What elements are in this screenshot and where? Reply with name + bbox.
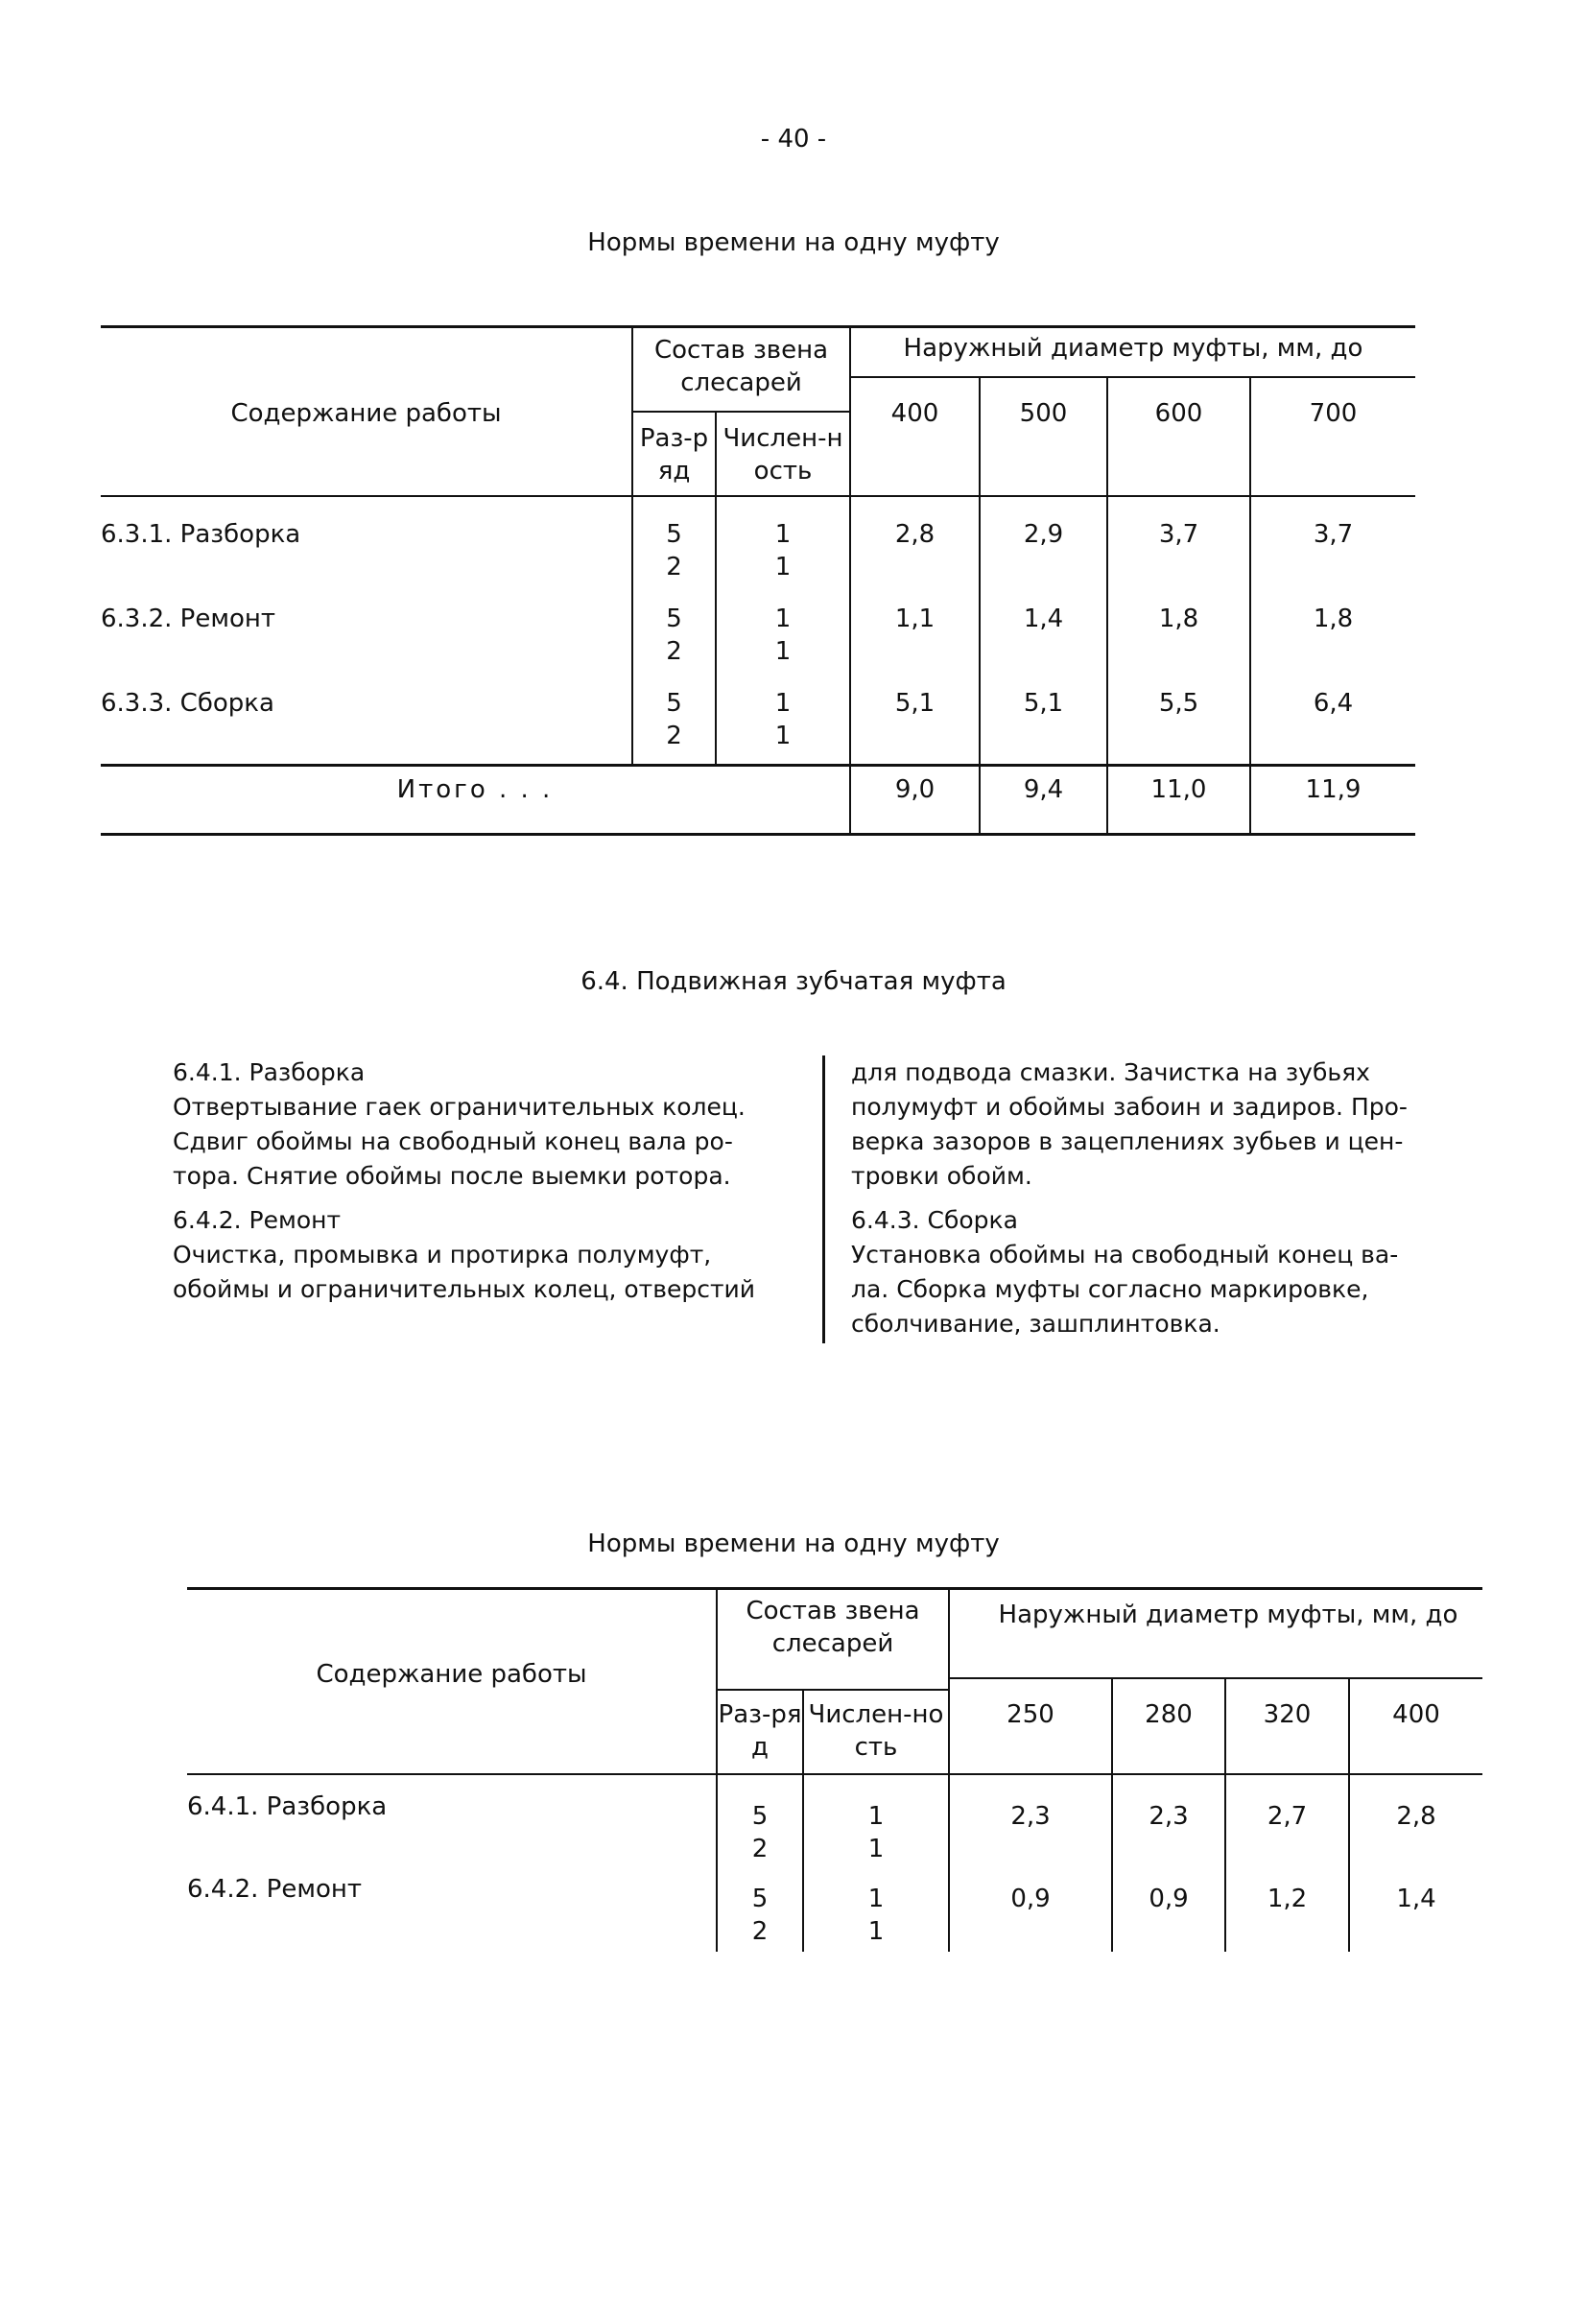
section-left-column bbox=[173, 1055, 816, 1307]
table1-crew-rule bbox=[633, 411, 849, 413]
table2-row1-grade1: 5 bbox=[751, 1802, 769, 1831]
table1-row3-count2: 1 bbox=[774, 722, 792, 750]
table1-row3-count1: 1 bbox=[774, 689, 792, 718]
right-block1-line3: верка зазоров в зацеплениях зубьев и цен- bbox=[851, 1127, 1404, 1155]
table1-row3-v3: 5,5 bbox=[1158, 689, 1199, 718]
table1-row3-grade2: 2 bbox=[666, 722, 682, 750]
table1-row1-count2: 1 bbox=[774, 553, 792, 581]
table1-total-2: 9,4 bbox=[1023, 775, 1064, 804]
table1-row2-work: 6.3.2. Ремонт bbox=[101, 605, 276, 633]
table2-col-crew: Состав звена слесарей bbox=[746, 1597, 920, 1658]
right-block1-line4: тровки обойм. bbox=[851, 1162, 1032, 1190]
table1-row1-v4: 3,7 bbox=[1313, 520, 1354, 549]
table2-row2-v1: 0,9 bbox=[1010, 1885, 1051, 1913]
table1-diam-2: 500 bbox=[1019, 399, 1068, 428]
table1-row1-v3: 3,7 bbox=[1158, 520, 1199, 549]
table2-diam-4: 400 bbox=[1392, 1700, 1440, 1729]
table2-diam-1: 250 bbox=[1007, 1700, 1054, 1729]
table2-header-rule bbox=[187, 1773, 1482, 1775]
table1-caption: Нормы времени на одну муфту bbox=[587, 228, 1000, 257]
table2-col-diam: Наружный диаметр муфты, мм, до bbox=[998, 1601, 1458, 1629]
right-block2-heading: 6.4.3. Сборка bbox=[851, 1206, 1018, 1234]
left-block1-line3: тора. Снятие обоймы после выемки ротора. bbox=[173, 1162, 731, 1190]
table1-col-crew: Состав звена слесарей bbox=[653, 336, 829, 397]
table2-row1-count1: 1 bbox=[867, 1802, 885, 1831]
table1-header-rule bbox=[101, 495, 1415, 497]
right-block2-line2: ла. Сборка муфты согласно маркировке, bbox=[851, 1275, 1369, 1303]
table1-row1-grade1: 5 bbox=[666, 520, 682, 549]
table2-top-rule bbox=[187, 1587, 1482, 1590]
left-block1-line1: Отвертывание гаек ограничительных колец. bbox=[173, 1093, 746, 1121]
table1-total-3: 11,0 bbox=[1150, 775, 1207, 804]
table1-row2-v3: 1,8 bbox=[1158, 605, 1199, 633]
table2-diam-3: 320 bbox=[1263, 1700, 1312, 1729]
table1-row1-work: 6.3.1. Разборка bbox=[101, 520, 301, 549]
table1-row2-v4: 1,8 bbox=[1313, 605, 1354, 633]
table1-row3-v2: 5,1 bbox=[1023, 689, 1064, 718]
section-right-column bbox=[851, 1055, 1504, 1341]
table1-row3-v4: 6,4 bbox=[1313, 689, 1354, 718]
left-block1-line2: Сдвиг обоймы на свободный конец вала ро- bbox=[173, 1127, 733, 1155]
table1-total-1: 9,0 bbox=[894, 775, 936, 804]
section-title: 6.4. Подвижная зубчатая муфта bbox=[580, 967, 1007, 996]
table1-row2-count1: 1 bbox=[774, 605, 792, 633]
table2-col-grade: Раз-ряд bbox=[718, 1700, 802, 1762]
table2-row2-count1: 1 bbox=[867, 1885, 885, 1913]
table1-col-count: Числен-ность bbox=[722, 424, 843, 486]
table2-diam-2: 280 bbox=[1145, 1700, 1193, 1729]
table1-total-rule bbox=[101, 764, 1415, 767]
table1-diam-rule bbox=[849, 376, 1415, 378]
left-block2-heading: 6.4.2. Ремонт bbox=[173, 1206, 342, 1234]
table2-row2-v3: 1,2 bbox=[1267, 1885, 1308, 1913]
table1-row3-grade1: 5 bbox=[666, 689, 682, 718]
column-divider bbox=[822, 1055, 825, 1343]
table1-total-label: Итого . . . bbox=[396, 775, 554, 804]
table1-row1-count1: 1 bbox=[774, 520, 792, 549]
table2-col-count: Числен-ность bbox=[808, 1700, 944, 1762]
table2-row2-grade1: 5 bbox=[751, 1885, 769, 1913]
page-number: - 40 - bbox=[760, 125, 827, 154]
table1-row1-v2: 2,9 bbox=[1023, 520, 1064, 549]
table2-row1-v3: 2,7 bbox=[1267, 1802, 1308, 1831]
table1-row2-count2: 1 bbox=[774, 637, 792, 666]
table2-row1-v2: 2,3 bbox=[1149, 1802, 1189, 1831]
table2-diam-rule bbox=[950, 1677, 1482, 1679]
left-block1-heading: 6.4.1. Разборка bbox=[173, 1058, 366, 1086]
table1-row1-v1: 2,8 bbox=[894, 520, 936, 549]
table1-total-4: 11,9 bbox=[1305, 775, 1362, 804]
right-block1-line1: для подвода смазки. Зачистка на зубьях bbox=[851, 1058, 1370, 1086]
table1-col-work: Содержание работы bbox=[230, 399, 502, 428]
table2-col-work: Содержание работы bbox=[316, 1660, 587, 1689]
table1-row2-grade1: 5 bbox=[666, 605, 682, 633]
left-block2-line2: обоймы и ограничительных колец, отверстий bbox=[173, 1275, 756, 1303]
table2-row2-work: 6.4.2. Ремонт bbox=[187, 1875, 363, 1904]
table1-bottom-rule bbox=[101, 833, 1415, 836]
table1-diam-1: 400 bbox=[890, 399, 939, 428]
left-block2-line1: Очистка, промывка и протирка полумуфт, bbox=[173, 1241, 712, 1269]
table1-row2-v1: 1,1 bbox=[894, 605, 936, 633]
table2-crew-rule bbox=[718, 1689, 950, 1691]
table1-row2-v2: 1,4 bbox=[1023, 605, 1064, 633]
table1-row1-grade2: 2 bbox=[666, 553, 682, 581]
table2-caption: Нормы времени на одну муфту bbox=[587, 1530, 1000, 1558]
table1-diam-3: 600 bbox=[1154, 399, 1203, 428]
table2-row1-work: 6.4.1. Разборка bbox=[187, 1792, 388, 1821]
table1-row3-work: 6.3.3. Сборка bbox=[101, 689, 274, 718]
right-block1-line2: полумуфт и обоймы забоин и задиров. Про- bbox=[851, 1093, 1408, 1121]
table2-row1-v4: 2,8 bbox=[1396, 1802, 1436, 1831]
table2-row2-grade2: 2 bbox=[751, 1917, 769, 1946]
table1-top-rule bbox=[101, 325, 1415, 328]
table2-row2-v4: 1,4 bbox=[1396, 1885, 1436, 1913]
table2-row2-count2: 1 bbox=[867, 1917, 885, 1946]
right-block2-line1: Установка обоймы на свободный конец ва- bbox=[851, 1241, 1399, 1269]
table1-col-diam: Наружный диаметр муфты, мм, до bbox=[903, 334, 1363, 363]
table2-row1-v1: 2,3 bbox=[1010, 1802, 1051, 1831]
table1-col-grade: Раз-ряд bbox=[639, 424, 709, 486]
table1-row2-grade2: 2 bbox=[666, 637, 682, 666]
table1-row3-v1: 5,1 bbox=[894, 689, 936, 718]
table2-row2-v2: 0,9 bbox=[1149, 1885, 1189, 1913]
table2-row1-grade2: 2 bbox=[751, 1835, 769, 1863]
table2-row1-count2: 1 bbox=[867, 1835, 885, 1863]
table1-diam-4: 700 bbox=[1309, 399, 1358, 428]
right-block2-line3: сболчивание, зашплинтовка. bbox=[851, 1310, 1220, 1338]
